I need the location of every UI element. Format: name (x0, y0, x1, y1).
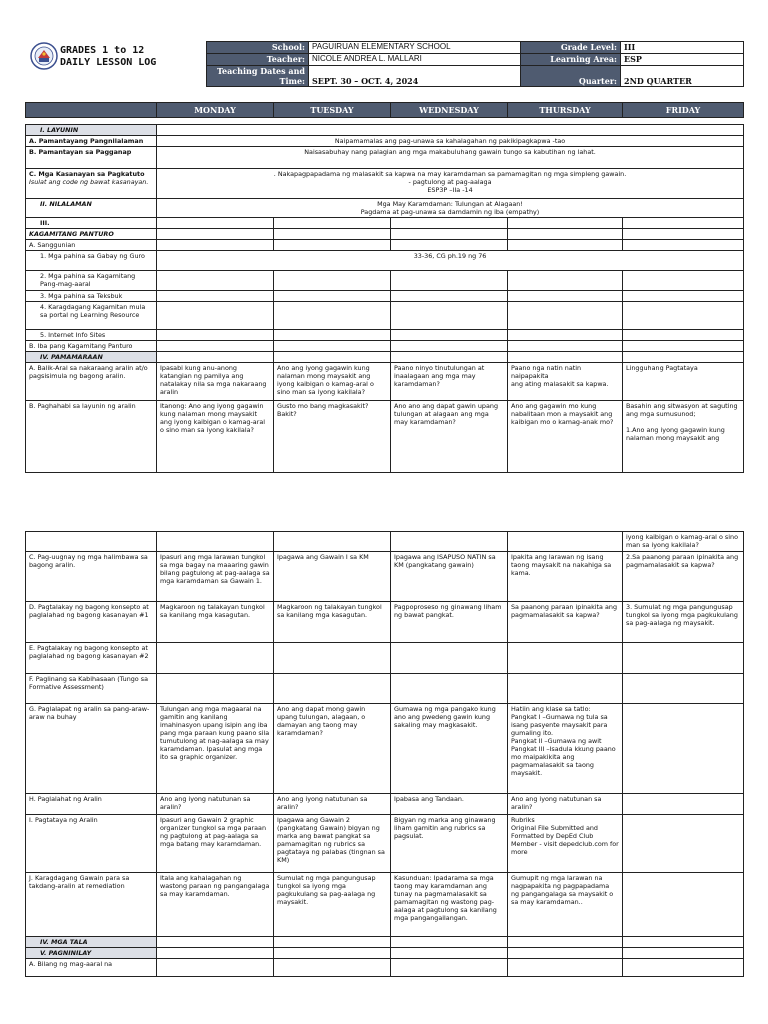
day-thursday: THURSDAY (508, 103, 623, 118)
area-label: Learning Area: (521, 54, 621, 66)
takda-friday (623, 873, 744, 937)
pagganap-value: Naisasabuhay nang palagian ang mga makabuluhang gawain tungo sa kabutihan ng lahat. (157, 147, 744, 169)
paghahabi-friday-cont: iyong kaibigan o kamag-aral o sino man sa iyong kakilala? (623, 532, 744, 552)
page-title: GRADES 1 to 12 DAILY LESSON LOG (60, 45, 157, 68)
label-paglinang: F. Paglinang sa Kabihasaan (Tungo sa Formative Assessment) (26, 674, 157, 704)
day-friday: FRIDAY (623, 103, 744, 118)
pamantayang-value: Naipamamalas ang pag-unawa sa kahalagahan ng pakikipagkapwa -tao (157, 136, 744, 147)
paglalapat-wednesday: Gumawa ng mga pangako kung ano ang pwedeng gawin kung sakaling may magkasakit. (391, 704, 508, 794)
label-balik-aral: A. Balik-Aral sa nakaraang aralin at/o pagsisimula ng bagong aralin. (26, 363, 157, 401)
dates-label: Teaching Dates and Time: (207, 66, 309, 87)
pagtataya-tuesday: Ipagawa ang Gawain 2 (pangkatang Gawain) bigyan ng marka ang bawat pangkat sa pamamagitan ng rubrics sa pagtataya ng palabas (tingnan sa KM) (274, 815, 391, 873)
day-header-row (25, 102, 744, 118)
paghahabi-thursday: Ano ang gagawin mo kung nabalitaan mon a maysakit ang kaibigan mo o kamag-anak mo? (508, 401, 623, 473)
grade-label: Grade Level: (521, 42, 621, 54)
deped-seal (30, 42, 58, 70)
label-iba: B. Iba pang Kagamitang Panturo (26, 341, 157, 352)
paglalahat-thursday: Ano ang iyong natutunan sa aralin? (508, 794, 623, 815)
section-mga-tala: IV. MGA TALA (26, 937, 157, 948)
label-sanggunian: A. Sanggunian (26, 240, 157, 251)
takda-thursday: Gumupit ng mga larawan na nagpapakita ng pagpapadama ng pangangalaga sa maysakit o sa may karamdaman.. (508, 873, 623, 937)
lesson-table-page1 (25, 124, 744, 473)
uugnay-thursday: Ipakita ang larawan ng isang taong maysakit na nakahiga sa kama. (508, 552, 623, 602)
uugnay-tuesday: Ipagawa ang Gawain I sa KM (274, 552, 391, 602)
paglalapat-friday (623, 704, 744, 794)
pagtataya-thursday: Rubriks Original File Submitted and Formatted by DepEd Club Member - visit depedclub.com for more (508, 815, 623, 873)
balik-monday: Ipasabi kung anu-anong katangian ng pamilya ang natalakay nila sa mga nakaraang aralin (157, 363, 274, 401)
label-karagdagang-gawain: J. Karagdagang Gawain para sa takdang-aralin at remediation (26, 873, 157, 937)
label-gabay: 1. Mga pahina sa Gabay ng Guro (26, 251, 157, 271)
label-pagtalakay-2: E. Pagtalakay ng bagong konsepto at paglalahad ng bagong kasanayan #2 (26, 643, 157, 674)
pagtataya-wednesday: Bigyan ng marka ang ginawang liham gamitin ang rubrics sa pagsulat. (391, 815, 508, 873)
label-internet: 5. Internet Info Sites (26, 330, 157, 341)
paghahabi-tuesday: Gusto mo bang magkasakit? Bakit? (274, 401, 391, 473)
area-value: ESP (621, 54, 744, 66)
quarter-value: 2ND QUARTER (621, 66, 744, 87)
nilalaman-value: Mga May Karamdaman: Tulungan at Alagaan! Pagdama at pag-unawa sa damdamin ng iba (empathy) (157, 199, 744, 218)
dates-value: SEPT. 30 – OCT. 4, 2024 (309, 66, 521, 87)
uugnay-monday: Ipasuri ang mga larawan tungkol sa mga bagay na maaaring gawin bilang pagtulong at pag-aalaga sa mga karamdaman sa Gawain 1. (157, 552, 274, 602)
label-bilang: A. Bilang ng mag-aaral na (26, 959, 157, 977)
label-karagdagang: 4. Karagdagang Kagamitan mula sa portal ng Learning Resource (26, 302, 157, 330)
lesson-table-page2 (25, 531, 744, 977)
pagtalakay1-tuesday: Magkaroon ng talakayan tungkol sa kanilang mga kasagutan. (274, 602, 391, 643)
label-paglalapat: G. Paglalapat ng aralin sa pang-araw-araw na buhay (26, 704, 157, 794)
takda-monday: Itala ang kahalagahan ng wastong paraan ng pangangalaga sa may karamdaman. (157, 873, 274, 937)
school-value: PAGUIRUAN ELEMENTARY SCHOOL (309, 42, 521, 54)
kasanayan-sub: Isulat ang code ng bawat kasanayan. (29, 178, 149, 186)
label-paghahabi: B. Paghahabi sa layunin ng aralin (26, 401, 157, 473)
kasanayan-title: C. Mga Kasanayan sa Pagkatuto (29, 170, 145, 178)
paglalahat-tuesday: Ano ang iyong natutunan sa aralin? (274, 794, 391, 815)
takda-wednesday: Kasunduan: Ipadarama sa mga taong may karamdaman ang tunay na pagmamalasakit sa pamamagitan ng wastong pag-aalaga at pagtulong sa kanilang mga pangangailangan. (391, 873, 508, 937)
kasanayan-value: . Nakapagpapadama ng malasakit sa kapwa na may karamdaman sa pamamagitan ng mga simpleng gawain. - pagtulong at pag-aalaga ESP3P –IIa -14 (157, 169, 744, 199)
paghahabi-friday: Basahin ang sitwasyon at saguting ang mga sumusunod; 1.Ano ang iyong gagawin kung nalaman mong maysakit ang (623, 401, 744, 473)
balik-wednesday: Paano ninyo tinutulungan at inaalagaan ang mga may karamdaman? (391, 363, 508, 401)
label-pagtalakay-1: D. Pagtalakay ng bagong konsepto at paglalahad ng bagong kasanayan #1 (26, 602, 157, 643)
day-wednesday: WEDNESDAY (391, 103, 508, 118)
pagtalakay1-wednesday: Pagpoproseso ng ginawang liham ng bawat pangkat. (391, 602, 508, 643)
paglalahat-wednesday: Ipabasa ang Tandaan. (391, 794, 508, 815)
label-pamantayang: A. Pamantayang Pangnilalaman (26, 136, 157, 147)
pagtalakay1-monday: Magkaroon ng talakayan tungkol sa kanilang mga kasagutan. (157, 602, 274, 643)
label-kagamitang: 2. Mga pahina sa Kagamitang Pang-mag-aaral (26, 271, 157, 291)
paglalahat-friday (623, 794, 744, 815)
uugnay-friday: 2.Sa paanong paraan ipinakita ang pagmamalasakit sa kapwa? (623, 552, 744, 602)
day-tuesday: TUESDAY (274, 103, 391, 118)
paglalapat-thursday: Hatiin ang klase sa tatlo: Pangkat I –Gumawa ng tula sa isang pasyente maysakit para gumaling ito. Pangkat II –Gumawa ng awit Pangkat III –Isadula kkung paano mo maipakikita ang pagmamalasakit sa taong maysakit. (508, 704, 623, 794)
section-layunin: I. LAYUNIN (26, 125, 157, 136)
pagtalakay1-friday: 3. Sumulat ng mga pangungusap tungkol sa iyong mga pagkukulang sa pag-aalaga ng maysakit. (623, 602, 744, 643)
label-iii: III. (26, 218, 157, 229)
quarter-label: Quarter: (521, 66, 621, 87)
gabay-value: 33-36, CG ph.19 ng 76 (157, 251, 744, 271)
pagtataya-monday: Ipasuri ang Gawain 2 graphic organizer tungkol sa mga paraan ng pagtulong at pag-aalaga sa mga batang may karamdaman. (157, 815, 274, 873)
teacher-label: Teacher: (207, 54, 309, 66)
uugnay-wednesday: Ipagawa ang ISAPUSO NATIN sa KM (pangkatang gawain) (391, 552, 508, 602)
label-pagtataya: I. Pagtataya ng Aralin (26, 815, 157, 873)
label-teksbuk: 3. Mga pahina sa Teksbuk (26, 291, 157, 302)
label-kagamitan: KAGAMITANG PANTURO (26, 229, 157, 240)
paghahabi-wednesday: Ano ano ang dapat gawin upang tulungan at alagaan ang mga may karamdaman? (391, 401, 508, 473)
section-pamamaraan: IV. PAMAMARAAN (26, 352, 157, 363)
pagtalakay1-thursday: Sa paanong paraan ipinakita ang pagmamalasakit sa kapwa? (508, 602, 623, 643)
paglalapat-monday: Tulungan ang mga magaaral na gamitin ang kanilang imahinasyon upang isipin ang iba pang mga paraan kung paano sila tumutulong at nag-aalaga sa may karamdaman. Ipasulat ang mga ito sa graphic organizer. (157, 704, 274, 794)
teacher-value: NICOLE ANDREA L. MALLARI (309, 54, 521, 66)
paglalapat-tuesday: Ano ang dapat mong gawin upang tulungan, alagaan, o damayan ang taong may karamdaman? (274, 704, 391, 794)
balik-tuesday: Ano ang iyong gagawin kung nalaman mong maysakit ang iyong kaibigan o kamag-aral o sino man sa iyong kakilala? (274, 363, 391, 401)
pagtataya-friday (623, 815, 744, 873)
label-pagganap: B. Pamantayan sa Pagganap (26, 147, 157, 169)
label-kasanayan (26, 169, 157, 199)
label-uugnay: C. Pag-uugnay ng mga halimbawa sa bagong aralin. (26, 552, 157, 602)
balik-thursday: Paano nga natin natin naipapakita ang ating malasakit sa kapwa. (508, 363, 623, 401)
label-nilalaman: II. NILALAMAN (26, 199, 157, 218)
paglalahat-monday: Ano ang iyong natutunan sa aralin? (157, 794, 274, 815)
paghahabi-monday: Itanong: Ano ang iyong gagawin kung nalaman mong maysakit ang iyong kaibigan o kamag-aral o sino man sa iyong kakilala? (157, 401, 274, 473)
section-pagninilay: V. PAGNINILAY (26, 948, 157, 959)
school-label: School: (207, 42, 309, 54)
balik-friday: Lingguhang Pagtataya (623, 363, 744, 401)
takda-tuesday: Sumulat ng mga pangungusap tungkol sa iyong mga pagkukulang sa pag-aalaga ng maysakit. (274, 873, 391, 937)
header-info-table (206, 41, 744, 87)
day-monday: MONDAY (157, 103, 274, 118)
label-paglalahat: H. Paglalahat ng Aralin (26, 794, 157, 815)
blank-header (26, 103, 157, 118)
grade-value: III (621, 42, 744, 54)
